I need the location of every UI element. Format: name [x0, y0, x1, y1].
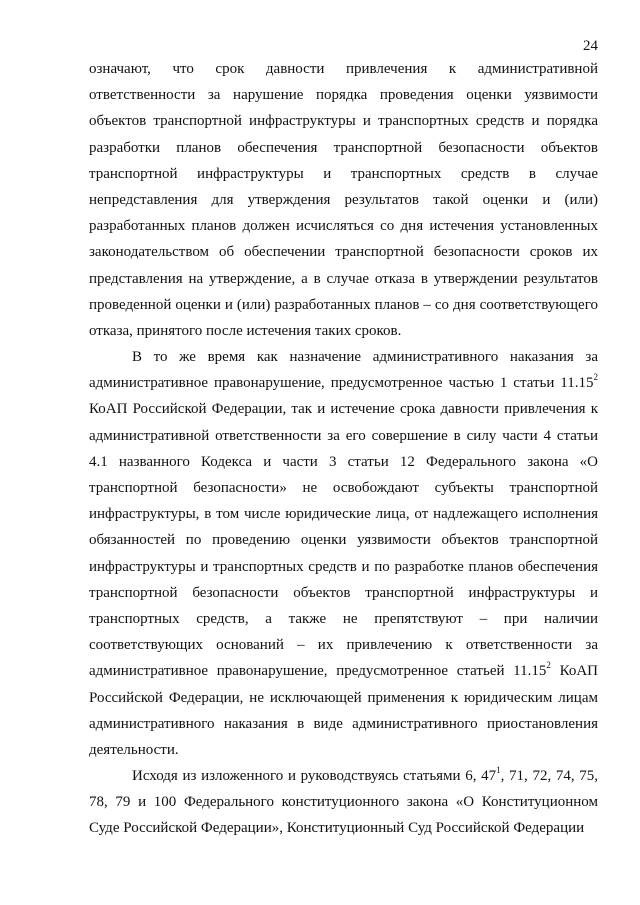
text-line: транспортных средств, а также не препятствуют – при наличии: [89, 610, 598, 627]
text-line: Суде Российской Федерации», Конституционный Суд Российской Федерации: [89, 820, 585, 837]
text-line: транспортной инфраструктуры и транспортных средств в случае: [89, 165, 598, 182]
text-line: административного наказания в виде административного приостановления: [89, 715, 598, 732]
text-line: транспортной безопасности объектов транспортной инфраструктуры и: [89, 584, 598, 601]
line-text: административное правонарушение, предусмотренное частью 1 статьи 11.15: [89, 375, 594, 392]
text-line: транспортной безопасности» не освобождают субъекты транспортной: [89, 480, 598, 496]
text-line: инфраструктуры, в том числе юридические лица, от надлежащего исполнения: [89, 506, 598, 523]
text-line: 78, 79 и 100 Федерального конституционного закона «О Конституционном: [89, 794, 598, 811]
line-text-after: , 71, 72, 74, 75,: [500, 768, 598, 785]
text-line: административной ответственности за его совершение в силу части 4 статьи: [89, 427, 598, 444]
body-text: [89, 56, 598, 842]
text-line: ответственности за нарушение порядка проведения оценки уязвимости: [89, 87, 598, 104]
text-line: проведенной оценки и (или) разработанных планов – со дня соответствующего: [89, 296, 598, 313]
line-text: Исходя из изложенного и руководствуясь статьями 6, 47: [132, 768, 497, 785]
paragraph: [89, 763, 598, 842]
text-line: непредставления для утверждения результатов такой оценки и (или): [89, 191, 598, 208]
text-line: разработки планов обеспечения транспортной безопасности объектов: [89, 139, 598, 156]
text-line: В то же время как назначение административного наказания за: [132, 349, 598, 366]
text-line: разработанных планов должен исчисляться со дня истечения установленных: [89, 218, 598, 235]
superscript: 2: [546, 660, 551, 671]
text-line: [89, 658, 598, 684]
text-line: обязанностей по проведению оценки уязвимости объектов транспортной: [89, 532, 598, 549]
paragraph: [89, 56, 598, 344]
text-line: деятельности.: [89, 741, 179, 758]
text-line: [89, 370, 598, 396]
text-line: Российской Федерации, не исключающей применения к юридическим лицам: [89, 689, 598, 706]
text-line: [89, 763, 598, 789]
line-text-after: КоАП: [550, 663, 598, 680]
superscript: 1: [496, 765, 501, 776]
text-line: законодательством об обеспечении транспортной безопасности сроков их: [89, 244, 598, 261]
text-line: инфраструктуры и транспортных средств и по разработке планов обеспечения: [89, 558, 598, 575]
page-number: 24: [583, 38, 598, 54]
text-line: 4.1 названного Кодекса и части 3 статьи 12 Федерального закона «О: [89, 453, 598, 470]
text-line: КоАП Российской Федерации, так и истечение срока давности привлечения к: [89, 401, 598, 418]
text-line: соответствующих оснований – их привлечению к ответственности за: [89, 637, 598, 654]
line-text: административное правонарушение, предусмотренное статьей 11.15: [89, 663, 547, 680]
superscript: 2: [593, 372, 598, 383]
text-line: объектов транспортной инфраструктуры и транспортных средств и порядка: [89, 113, 598, 130]
text-line: представления на утверждение, а в случае отказа в утверждении результатов: [89, 270, 598, 287]
paragraph: [89, 344, 598, 763]
text-line: означают, что срок давности привлечения к административной: [89, 61, 598, 77]
text-line: отказа, принятого после истечения таких сроков.: [89, 322, 402, 339]
